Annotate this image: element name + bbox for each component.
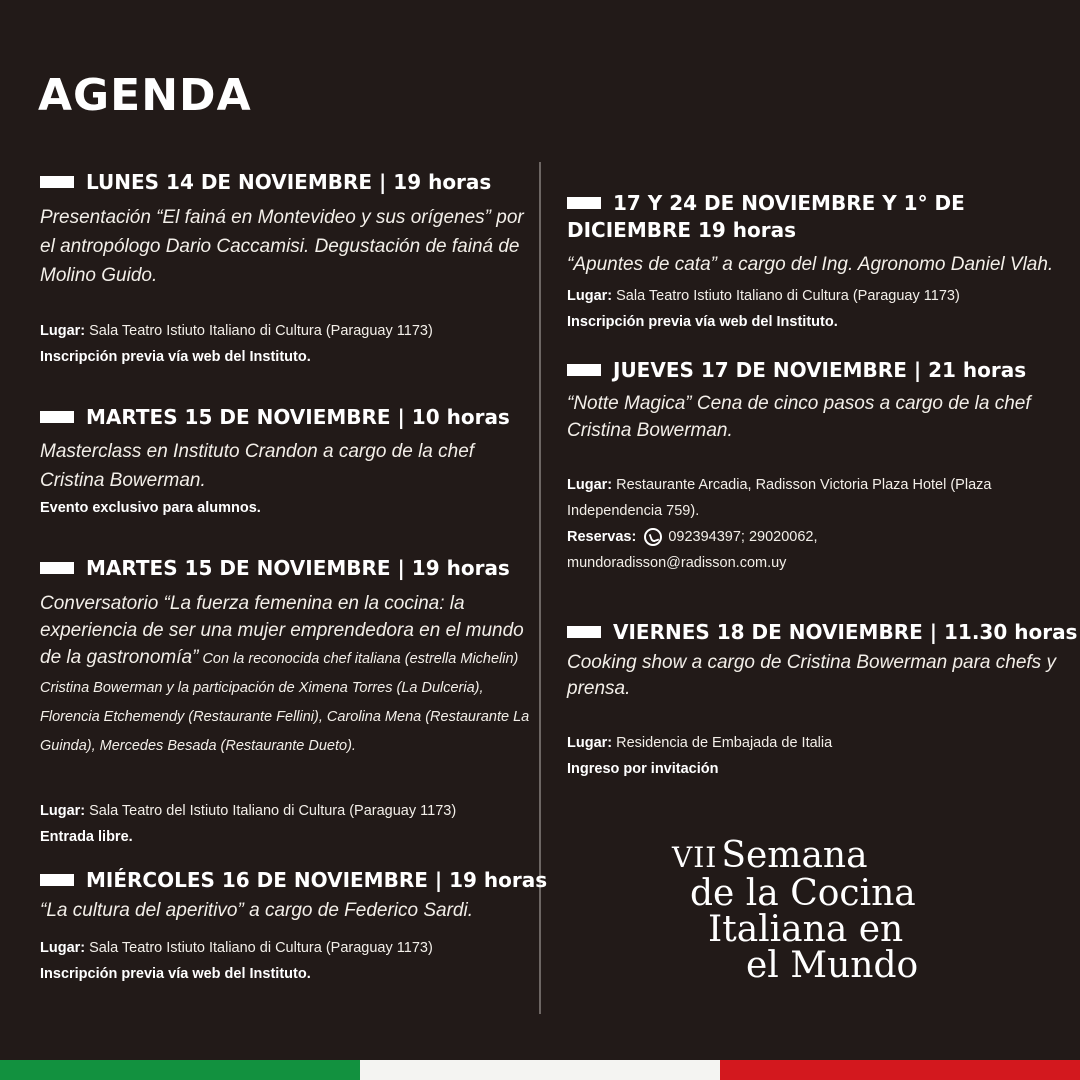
event-17-24-nov-1-dic xyxy=(567,190,1062,335)
event-info xyxy=(40,798,530,850)
event-heading xyxy=(567,358,1057,382)
heading-marker xyxy=(567,364,601,376)
event-info xyxy=(567,730,1067,782)
event-heading-text: MIÉRCOLES 16 DE NOVIEMBRE | 19 horas xyxy=(86,868,548,892)
event-description: Presentación “El fainá en Montevideo y sus orígenes” por el antropólogo Dario Caccamisi. Degustación de fainá de Molino Guido. xyxy=(40,207,524,286)
event-heading xyxy=(40,556,530,580)
event-note: Inscripción previa vía web del Instituto. xyxy=(567,314,838,330)
flag-white xyxy=(360,1060,720,1080)
heading-marker xyxy=(567,197,601,209)
event-email[interactable]: mundoradisson@radisson.com.uy xyxy=(567,555,787,571)
event-venue: Lugar: Sala Teatro del Istiuto Italiano di Cultura (Paraguay 1173) xyxy=(40,803,457,819)
event-miercoles-16 xyxy=(40,868,548,987)
brand-line-4: el Mundo xyxy=(746,945,919,986)
event-description: Masterclass en Instituto Crandon a cargo de la chef Cristina Bowerman. xyxy=(40,441,475,491)
event-heading-text: JUEVES 17 DE NOVIEMBRE | 21 horas xyxy=(613,358,1027,382)
heading-marker xyxy=(40,411,74,423)
event-brand-logo xyxy=(672,835,919,986)
event-info xyxy=(40,935,535,987)
event-heading xyxy=(567,190,1062,244)
event-venue: Lugar: Sala Teatro Istiuto Italiano di Cultura (Paraguay 1173) xyxy=(40,940,433,956)
brand-line-3: Italiana en xyxy=(708,909,904,950)
event-martes-15-19h xyxy=(40,556,530,850)
event-note: Entrada libre. xyxy=(40,829,133,845)
event-description: Cooking show a cargo de Cristina Bowerman para chefs y prensa. xyxy=(567,652,1056,699)
event-heading xyxy=(40,405,530,429)
event-venue: Lugar: Sala Teatro Istiuto Italiano di Cultura (Paraguay 1173) xyxy=(40,323,433,339)
event-description: “La cultura del aperitivo” a cargo de Federico Sardi. xyxy=(40,900,474,921)
event-info xyxy=(567,283,1062,335)
event-venue: Lugar: Restaurante Arcadia, Radisson Victoria Plaza Hotel (Plaza Independencia 759). xyxy=(567,477,992,519)
event-note: Ingreso por invitación xyxy=(567,761,719,777)
event-viernes-18 xyxy=(567,620,1078,782)
heading-marker xyxy=(40,874,74,886)
event-heading-text: LUNES 14 DE NOVIEMBRE | 19 horas xyxy=(86,170,492,194)
event-jueves-17 xyxy=(567,358,1057,576)
event-info xyxy=(40,495,530,521)
event-heading-text: MARTES 15 DE NOVIEMBRE | 19 horas xyxy=(86,556,510,580)
event-info xyxy=(567,472,1057,576)
event-heading-text: VIERNES 18 DE NOVIEMBRE | 11.30 horas xyxy=(613,620,1078,644)
event-martes-15-10h xyxy=(40,405,530,521)
event-venue: Lugar: Sala Teatro Istiuto Italiano di Cultura (Paraguay 1173) xyxy=(567,288,960,304)
flag-green xyxy=(0,1060,360,1080)
event-note: Inscripción previa vía web del Instituto. xyxy=(40,349,311,365)
page-title: AGENDA xyxy=(38,70,252,121)
event-venue: Lugar: Residencia de Embajada de Italia xyxy=(567,735,833,751)
event-heading-text: MARTES 15 DE NOVIEMBRE | 10 horas xyxy=(86,405,510,429)
event-reservas: Reservas: 092394397; 29020062, xyxy=(567,529,818,545)
event-note: Inscripción previa vía web del Instituto. xyxy=(40,966,311,982)
event-heading xyxy=(40,868,548,892)
whatsapp-icon xyxy=(644,528,662,546)
event-description: “Apuntes de cata” a cargo del Ing. Agronomo Daniel Vlah. xyxy=(567,254,1054,275)
flag-red xyxy=(720,1060,1080,1080)
event-description: “Notte Magica” Cena de cinco pasos a cargo de la chef Cristina Bowerman. xyxy=(567,393,1031,441)
event-heading xyxy=(40,170,530,194)
italian-flag-stripe xyxy=(0,1060,1080,1080)
heading-marker xyxy=(40,562,74,574)
event-note: Evento exclusivo para alumnos. xyxy=(40,500,261,516)
event-heading xyxy=(567,620,1078,644)
brand-line-1: VII Semana xyxy=(672,835,868,876)
brand-line-2: de la Cocina xyxy=(690,873,916,914)
event-info xyxy=(40,318,530,370)
heading-marker xyxy=(40,176,74,188)
event-heading-text: 17 Y 24 DE NOVIEMBRE Y 1° DE DICIEMBRE 19 horas xyxy=(567,191,965,242)
heading-marker xyxy=(567,626,601,638)
event-description: Conversatorio “La fuerza femenina en la cocina: la experiencia de ser una mujer emprendedora en el mundo de la gastronomía” Con la reconocida chef italiana (estrella Michelin) Cristina Bowerman y la participación de Ximena Torres (La Dulceria), Florencia Etchemendy (Restaurante Fellini), Carolina Mena (Restaurante La Guinda), Mercedes Besada (Restaurante Dueto). xyxy=(40,593,530,754)
event-lunes-14 xyxy=(40,170,530,370)
